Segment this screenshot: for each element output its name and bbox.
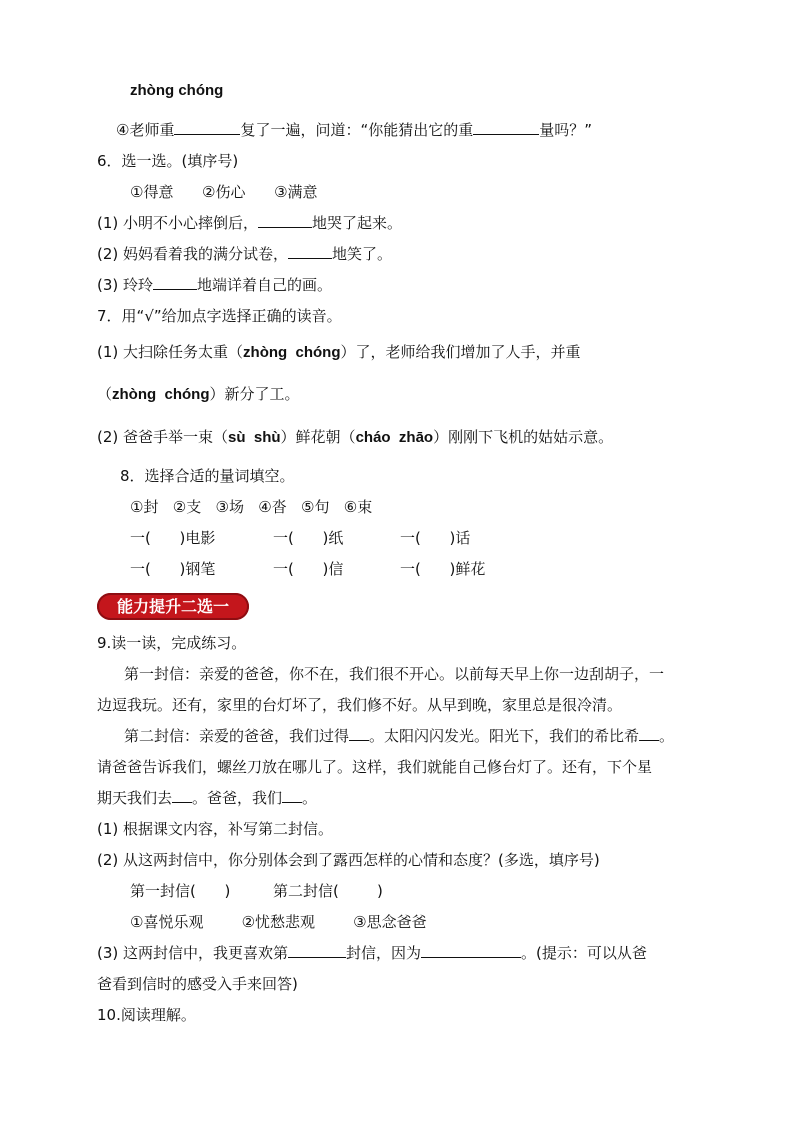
q6-s1-text-a: (1) 小明不小心摔倒后， [97, 214, 259, 232]
q9-letter1-line1: 第一封信：亲爱的爸爸，你不在，我们很不开心。以前每天早上你一边刮胡子，一 [124, 665, 665, 683]
answer-blank[interactable] [172, 788, 192, 803]
q7-s2-pinyin-1[interactable]: sù shù [228, 429, 281, 446]
q8-row-1-c[interactable]: 一( )话 [400, 529, 471, 547]
q8-row-1-b[interactable]: 一( )纸 [273, 529, 344, 547]
q9-l3-text-a: 期天我们去 [97, 789, 173, 807]
q7-title: 7．用“√”给加点字选择正确的读音。 [97, 307, 342, 325]
answer-blank[interactable] [282, 788, 302, 803]
q7-s1c-text-a: （ [97, 385, 113, 403]
q9-sub-2: (2) 从这两封信中，你分别体会到了露西怎样的心情和态度？(多选，填序号) [97, 851, 600, 869]
q9-letter2-line1 [124, 726, 674, 746]
q7-s1c-text-b: ）新分了工。 [209, 385, 300, 403]
q5-item4-text-b: 复了一遍，问道：“你能猜出它的重 [240, 121, 474, 139]
q5-item4-text-c: 量吗？” [539, 121, 593, 139]
q9-title: 9.读一读，完成练习。 [97, 634, 247, 652]
q9-s3-text-b: 封信，因为 [346, 944, 422, 962]
q7-s2-text-b: ）鲜花朝（ [280, 428, 356, 446]
q8-row-2-a[interactable]: 一( )钢笔 [130, 560, 216, 578]
q8-row-1-a[interactable]: 一( )电影 [130, 529, 216, 547]
q9-letter1-line2: 边逗我玩。还有，家里的台灯坏了，我们修不好。从早到晚，家里总是很冷清。 [97, 696, 623, 714]
answer-blank[interactable] [258, 213, 312, 228]
q7-sentence-1 [97, 342, 581, 363]
q7-s2-text-c: ）刚刚下飞机的姑姑示意。 [433, 428, 614, 446]
q9-sub-2-options: ①喜悦乐观 ②忧愁悲观 ③思念爸爸 [130, 913, 427, 931]
q8-title: 8．选择合适的量词填空。 [120, 467, 295, 485]
q6-s3-text-b: 地端详着自己的画。 [197, 276, 333, 294]
q9-letter2-line2: 请爸爸告诉我们，螺丝刀放在哪儿了。这样，我们就能自己修台灯了。还有，下个星 [97, 758, 653, 776]
q9-l2-text-b: 。太阳闪闪发光。阳光下，我们的希比希 [369, 727, 640, 745]
q6-options: ①得意 ②伤心 ③满意 [130, 183, 318, 201]
q5-item4 [116, 120, 592, 140]
answer-blank[interactable] [473, 120, 539, 135]
q9-l2-text-c: 。 [659, 727, 675, 745]
q9-sub-3 [97, 943, 647, 963]
answer-blank[interactable] [153, 275, 197, 290]
q9-sub-2-first-letter[interactable]: 第一封信( ) [130, 882, 231, 900]
pinyin-header: zhòng chóng [130, 82, 224, 99]
q10-title: 10.阅读理解。 [97, 1006, 196, 1024]
q9-sub-3-cont: 爸看到信时的感受入手来回答) [97, 975, 298, 993]
q9-s3-text-a: (3) 这两封信中，我更喜欢第 [97, 944, 289, 962]
q6-s3-text-a: (3) 玲玲 [97, 276, 154, 294]
q8-row-2-b[interactable]: 一( )信 [273, 560, 344, 578]
answer-blank[interactable] [174, 120, 240, 135]
q9-sub-1: (1) 根据课文内容，补写第二封信。 [97, 820, 334, 838]
answer-blank[interactable] [288, 943, 346, 958]
q9-l2-text-a: 第二封信：亲爱的爸爸，我们过得 [124, 727, 350, 745]
q6-s1-text-b: 地哭了起来。 [312, 214, 403, 232]
answer-blank[interactable] [349, 726, 369, 741]
q7-sentence-1-cont [97, 384, 300, 405]
q8-options: ①封 ②支 ③场 ④沓 ⑤句 ⑥束 [130, 498, 373, 516]
q8-row-2-c[interactable]: 一( )鲜花 [400, 560, 486, 578]
answer-blank[interactable] [421, 943, 521, 958]
q7-s1c-pinyin[interactable]: zhòng chóng [112, 386, 210, 403]
q6-title: 6．选一选。(填序号) [97, 152, 239, 170]
q7-s2-pinyin-2[interactable]: cháo zhāo [355, 429, 434, 446]
q6-sentence-2 [97, 244, 392, 264]
q5-item4-text-a: ④老师重 [116, 121, 175, 139]
q7-s1-pinyin[interactable]: zhòng chóng [243, 344, 341, 361]
q7-sentence-2 [97, 427, 613, 448]
q9-l3-text-c: 。 [302, 789, 318, 807]
q9-l3-text-b: 。爸爸，我们 [192, 789, 283, 807]
q7-s1-text-a: (1) 大扫除任务太重（ [97, 343, 244, 361]
q9-letter2-line3 [97, 788, 317, 808]
answer-blank[interactable] [639, 726, 659, 741]
q6-s2-text-a: (2) 妈妈看着我的满分试卷， [97, 245, 289, 263]
q6-sentence-1 [97, 213, 402, 233]
q6-s2-text-b: 地笑了。 [332, 245, 393, 263]
q7-s2-text-a: (2) 爸爸手举一束（ [97, 428, 229, 446]
q9-sub-2-second-letter[interactable]: 第二封信( ) [273, 882, 383, 900]
answer-blank[interactable] [288, 244, 332, 259]
section-banner: 能力提升二选一 [97, 593, 249, 620]
q7-s1-text-b: ）了，老师给我们增加了人手，并重 [340, 343, 581, 361]
q9-s3-text-c: 。(提示：可以从爸 [521, 944, 647, 962]
q6-sentence-3 [97, 275, 332, 295]
